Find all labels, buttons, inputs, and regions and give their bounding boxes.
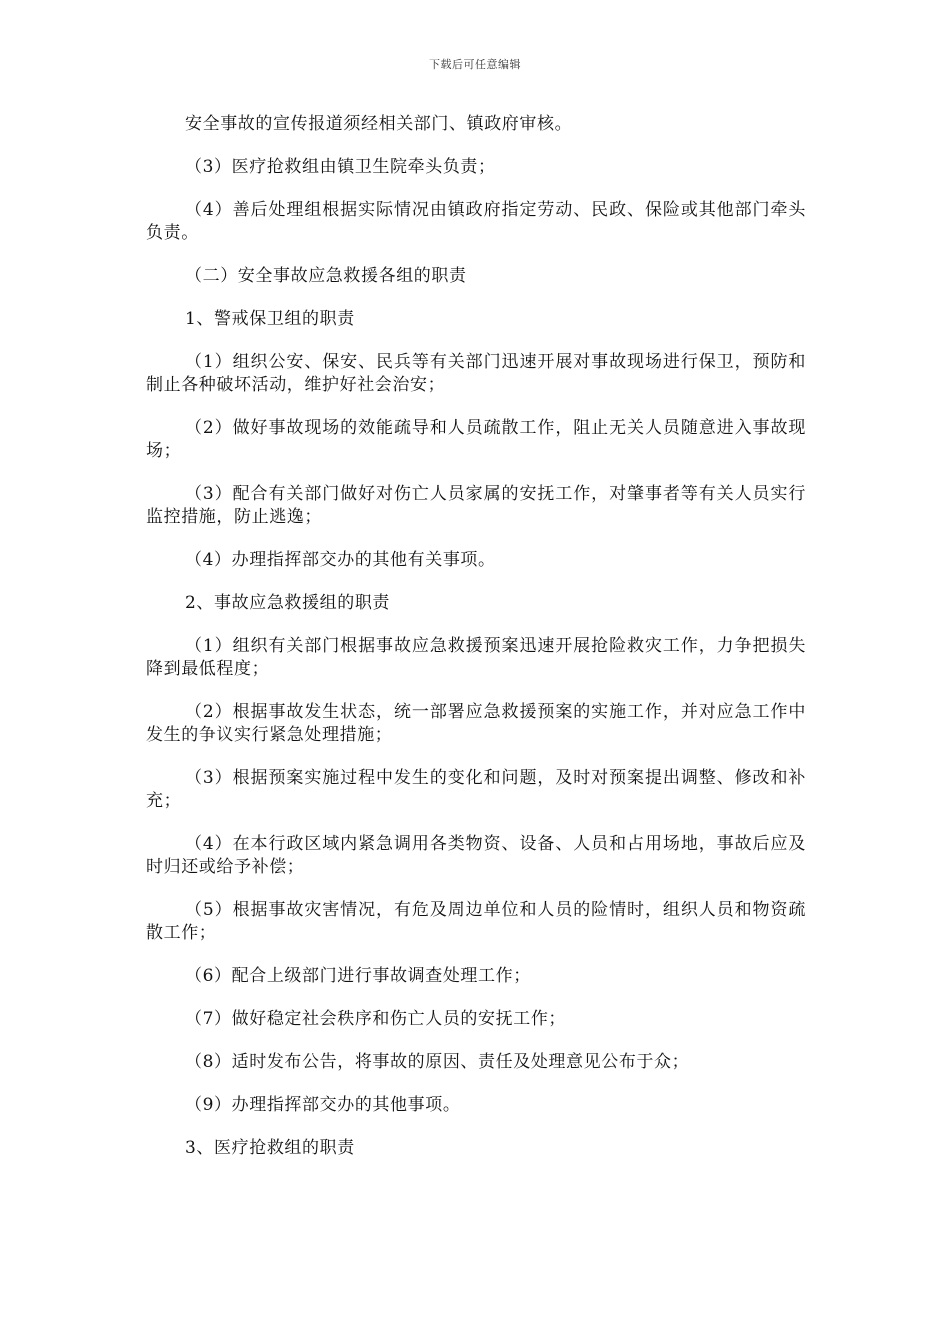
paragraph-3: （4）善后处理组根据实际情况由镇政府指定劳动、民政、保险或其他部门牵头负责。 bbox=[146, 200, 806, 243]
header-note: 下载后可任意编辑 bbox=[429, 58, 521, 71]
paragraph-rescue-8: （8）适时发布公告，将事故的原因、责任及处理意见公布于众； bbox=[185, 1052, 690, 1072]
paragraph-guard-3: （3）配合有关部门做好对伤亡人员家属的安抚工作，对肇事者等有关人员实行监控措施，防止逃逸； bbox=[146, 484, 806, 527]
paragraph-rescue-6: （6）配合上级部门进行事故调查处理工作； bbox=[185, 966, 531, 986]
paragraph-1: 安全事故的宣传报道须经相关部门、镇政府审核。 bbox=[185, 114, 573, 134]
paragraph-rescue-2: （2）根据事故发生状态，统一部署应急救援预案的实施工作，并对应急工作中发生的争议实行紧急处理措施； bbox=[146, 702, 806, 745]
subheading-guard-group: 1、警戒保卫组的职责 bbox=[185, 309, 355, 329]
subheading-medical-group: 3、医疗抢救组的职责 bbox=[185, 1138, 355, 1158]
paragraph-guard-2: （2）做好事故现场的效能疏导和人员疏散工作，阻止无关人员随意进入事故现场； bbox=[146, 418, 806, 461]
paragraph-rescue-9: （9）办理指挥部交办的其他事项。 bbox=[185, 1095, 461, 1115]
paragraph-rescue-1: （1）组织有关部门根据事故应急救援预案迅速开展抢险救灾工作，力争把损失降到最低程度； bbox=[146, 636, 806, 679]
paragraph-rescue-3: （3）根据预案实施过程中发生的变化和问题，及时对预案提出调整、修改和补充； bbox=[146, 768, 806, 811]
paragraph-rescue-5: （5）根据事故灾害情况，有危及周边单位和人员的险情时，组织人员和物资疏散工作； bbox=[146, 900, 806, 943]
subheading-rescue-group: 2、事故应急救援组的职责 bbox=[185, 593, 391, 613]
paragraph-rescue-4: （4）在本行政区域内紧急调用各类物资、设备、人员和占用场地，事故后应及时归还或给予补偿； bbox=[146, 834, 806, 877]
paragraph-guard-1: （1）组织公安、保安、民兵等有关部门迅速开展对事故现场进行保卫，预防和制止各种破坏活动，维护好社会治安； bbox=[146, 352, 806, 395]
paragraph-2: （3）医疗抢救组由镇卫生院牵头负责； bbox=[185, 157, 496, 177]
paragraph-guard-4: （4）办理指挥部交办的其他有关事项。 bbox=[185, 550, 496, 570]
document-body bbox=[146, 113, 806, 1160]
paragraph-rescue-7: （7）做好稳定社会秩序和伤亡人员的安抚工作； bbox=[185, 1009, 567, 1029]
section-heading-2: （二）安全事故应急救援各组的职责 bbox=[185, 266, 467, 286]
